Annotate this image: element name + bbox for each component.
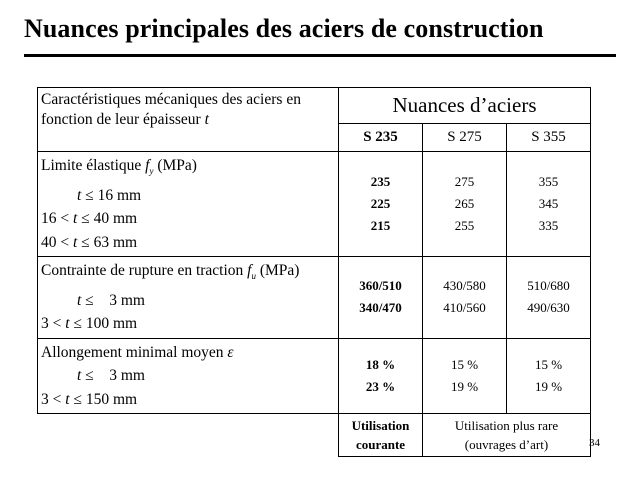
header-characteristics-line1: Caractéristiques mécaniques des aciers en: [41, 91, 301, 108]
elongation-title: Allongement minimal moyen ε: [41, 343, 234, 361]
grade-s275: S 275: [423, 124, 507, 152]
footer-common-line1: Utilisation: [351, 418, 410, 434]
tensile-sub-2: 3 < t ≤ 100 mm: [41, 315, 138, 333]
value: 15 %: [534, 356, 563, 372]
value: 430/580: [443, 278, 486, 294]
grade-s235: S 235: [339, 124, 423, 152]
steel-grades-table: [37, 87, 591, 457]
value: 19 %: [534, 378, 563, 394]
value: 215: [370, 218, 391, 234]
yield-title: Limite élastique $f_y$ (MPa): [41, 157, 197, 177]
tensile-title: Contrainte de rupture en traction $f_u$ (MPa): [41, 262, 300, 282]
tensile-s235: [339, 257, 423, 339]
value: 275: [454, 174, 475, 190]
value: 510/680: [527, 278, 570, 294]
footer-blank: [38, 414, 339, 457]
title-underline: [24, 54, 616, 57]
value: 340/470: [359, 300, 402, 316]
tensile-s275: [423, 257, 507, 339]
footer-rare-use: [423, 414, 591, 457]
header-characteristics: [38, 88, 339, 152]
value: 225: [370, 196, 391, 212]
yield-sub-2: 16 < t ≤ 40 mm: [41, 210, 138, 228]
footer-rare-line1: Utilisation plus rare: [454, 418, 559, 434]
footer-common-line2: courante: [355, 437, 406, 453]
elongation-s355: [507, 338, 591, 414]
yield-sub-1: t ≤ 16 mm: [77, 186, 142, 204]
header-characteristics-line2: fonction de leur épaisseur t: [41, 111, 209, 128]
value: 18 %: [365, 356, 396, 372]
footer-rare-line2: (ouvrages d’art): [464, 437, 549, 453]
footer-common-use: [339, 414, 423, 457]
header-nuances: Nuances d’aciers: [339, 88, 591, 124]
elongation-s275: [423, 338, 507, 414]
yield-sub-3: 40 < t ≤ 63 mm: [41, 233, 138, 251]
row-tensile-label: [38, 257, 339, 339]
yield-s235: [339, 152, 423, 257]
value: 23 %: [365, 378, 396, 394]
row-elongation-label: [38, 338, 339, 414]
elongation-sub-2: 3 < t ≤ 150 mm: [41, 390, 138, 408]
slide-title: Nuances principales des aciers de construction: [24, 14, 544, 43]
grade-s355: S 355: [507, 124, 591, 152]
row-yield-label: [38, 152, 339, 257]
value: 490/630: [527, 300, 570, 316]
value: 235: [370, 174, 391, 190]
value: 255: [454, 218, 475, 234]
value: 410/560: [443, 300, 486, 316]
value: 360/510: [359, 278, 402, 294]
value: 355: [538, 174, 559, 190]
value: 265: [454, 196, 475, 212]
tensile-sub-1: t ≤ 3 mm: [77, 291, 145, 309]
elongation-sub-1: t ≤ 3 mm: [77, 367, 145, 385]
value: 345: [538, 196, 559, 212]
yield-s355: [507, 152, 591, 257]
value: 19 %: [450, 378, 479, 394]
page-number: 34: [589, 437, 600, 449]
tensile-s355: [507, 257, 591, 339]
elongation-s235: [339, 338, 423, 414]
yield-s275: [423, 152, 507, 257]
value: 15 %: [450, 356, 479, 372]
value: 335: [538, 218, 559, 234]
